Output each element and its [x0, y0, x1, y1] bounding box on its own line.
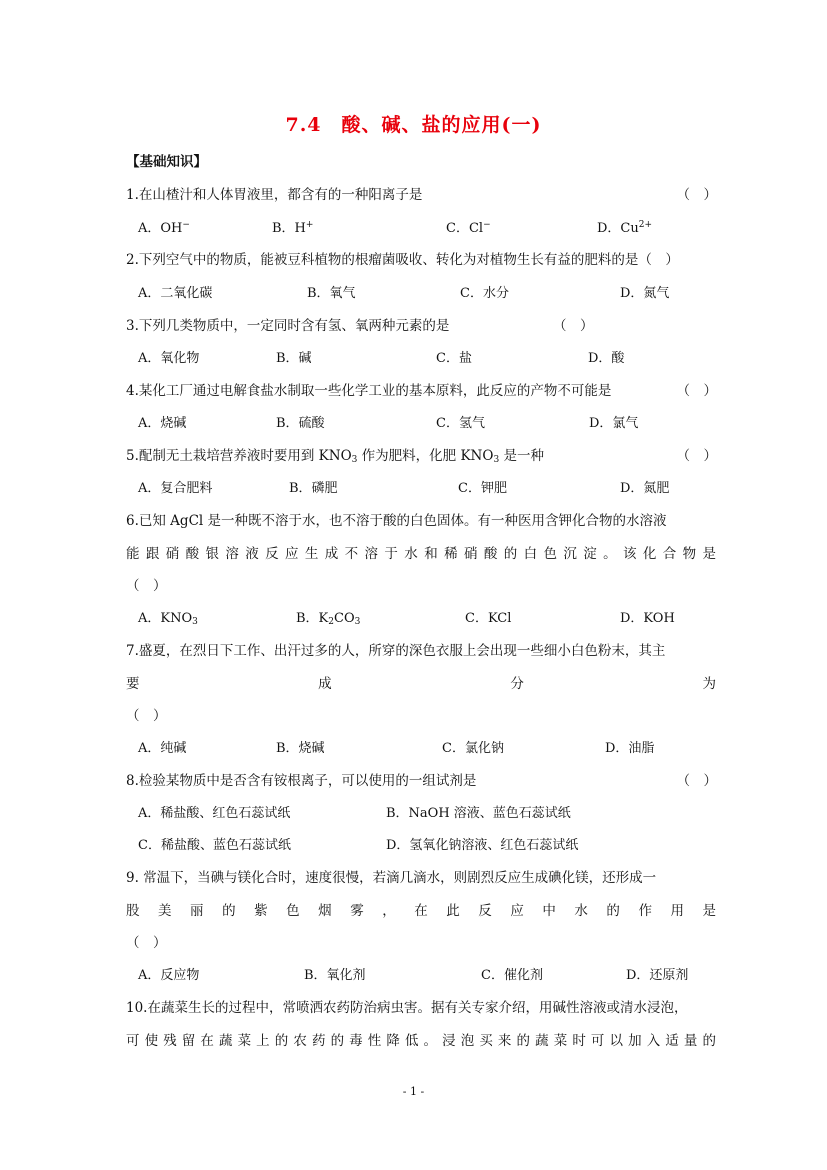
question-5: 5.配制无土栽培营养液时要用到 $KNO_3$ 作为肥料，化肥 $KNO_3$ 是一种 — [126, 448, 544, 465]
q9-option-c: C．催化剂 — [481, 968, 543, 983]
question-7-line-1: 7.盛夏，在烈日下工作、出汗过多的人，所穿的深色衣服上会出现一些细小白色粉末，其主 — [126, 643, 666, 659]
q2-option-a: A．二氧化碳 — [138, 286, 213, 301]
question-9-line-1: 9. 常温下，当碘与镁化合时，速度很慢，若滴几滴水，则剧烈反应生成碘化镁，还形成一 — [126, 870, 657, 886]
question-10-line-2: 可使残留在蔬菜上的农药的毒性降低。浸泡买来的蔬菜时可以加入适量的 — [126, 1033, 716, 1049]
answer-bracket: （ ） — [676, 448, 717, 464]
question-7-line-2: 要 成 分 为 — [126, 676, 716, 692]
q6-option-c: C．KCl — [465, 611, 512, 626]
question-8: 8.检验某物质中是否含有铵根离子，可以使用的一组试剂是 — [126, 773, 477, 789]
q8-option-b: B．NaOH 溶液、蓝色石蕊试纸 — [386, 806, 571, 821]
answer-bracket: （ ） — [676, 187, 717, 203]
q8-option-c: C．稀盐酸、蓝色石蕊试纸 — [138, 838, 291, 853]
q6-option-d: D．KOH — [620, 611, 675, 626]
q5-option-c: C．钾肥 — [458, 481, 507, 496]
q1-option-a: A．OH− — [138, 220, 190, 236]
answer-bracket: （ ） — [676, 773, 717, 789]
q7-option-d: D．油脂 — [605, 741, 655, 756]
q5-option-d: D．氮肥 — [620, 481, 670, 496]
q4-option-d: D．氯气 — [589, 416, 639, 431]
page-number: - 1 - — [402, 1085, 425, 1098]
q4-option-c: C．氢气 — [436, 416, 485, 431]
q3-option-a: A．氧化物 — [138, 351, 200, 366]
q7-option-c: C．氯化钠 — [442, 741, 504, 756]
answer-bracket: （ ） — [126, 935, 167, 951]
q1-option-c: C．Cl− — [446, 220, 491, 236]
q4-option-b: B．硫酸 — [276, 416, 325, 431]
question-9-line-2: 股美丽的紫色烟雾，在此反应中水的作用是 — [126, 903, 716, 919]
q2-option-c: C．水分 — [460, 286, 509, 301]
q2-option-b: B．氧气 — [307, 286, 356, 301]
answer-bracket: （ ） — [126, 708, 167, 724]
q6-option-a: A．$KNO_3$ — [138, 611, 198, 627]
question-6-line-2: 能跟硝酸银溶液反应生成不溶于水和稀硝酸的白色沉淀。该化合物是 — [126, 546, 716, 562]
q6-option-b: B．$K_2CO_3$ — [296, 611, 361, 627]
q9-option-b: B．氧化剂 — [304, 968, 366, 983]
q9-option-a: A．反应物 — [138, 968, 200, 983]
q5-option-b: B．磷肥 — [289, 481, 338, 496]
q1-option-d: D．$Cu^{2+}$ — [597, 220, 653, 236]
q7-option-a: A．纯碱 — [138, 741, 187, 756]
page-title: 7.4 酸、碱、盐的应用(一) — [285, 114, 542, 136]
q9-option-d: D．还原剂 — [626, 968, 689, 983]
answer-bracket: （ ） — [553, 318, 594, 334]
question-2: 2.下列空气中的物质，能被豆科植物的根瘤菌吸收、转化为对植物生长有益的肥料的是（ ） — [126, 252, 679, 268]
question-3: 3.下列几类物质中，一定同时含有氢、氧两种元素的是 — [126, 318, 450, 334]
q8-option-d: D．氢氧化钠溶液、红色石蕊试纸 — [386, 838, 579, 853]
question-10-line-1: 10.在蔬菜生长的过程中，常喷洒农药防治病虫害。据有关专家介绍，用碱性溶液或清水浸泡， — [126, 1000, 688, 1016]
q4-option-a: A．烧碱 — [138, 416, 187, 431]
q5-option-a: A．复合肥料 — [138, 481, 213, 496]
q7-option-b: B．烧碱 — [276, 741, 325, 756]
answer-bracket: （ ） — [676, 383, 717, 399]
question-4: 4.某化工厂通过电解食盐水制取一些化学工业的基本原料，此反应的产物不可能是 — [126, 383, 612, 399]
q8-option-a: A．稀盐酸、红色石蕊试纸 — [138, 806, 291, 821]
q3-option-c: C．盐 — [436, 351, 472, 366]
q2-option-d: D．氮气 — [620, 286, 670, 301]
section-heading: 【基础知识】 — [126, 154, 207, 170]
question-1: 1.在山楂汁和人体胃液里，都含有的一种阳离子是 — [126, 187, 423, 203]
answer-bracket: （ ） — [126, 578, 167, 594]
q3-option-d: D．酸 — [588, 351, 625, 366]
question-6-line-1: 6.已知 AgCl 是一种既不溶于水，也不溶于酸的白色固体。有一种医用含钾化合物的水溶液 — [126, 513, 667, 529]
q1-option-b: B．H+ — [272, 220, 314, 236]
q3-option-b: B．碱 — [276, 351, 312, 366]
